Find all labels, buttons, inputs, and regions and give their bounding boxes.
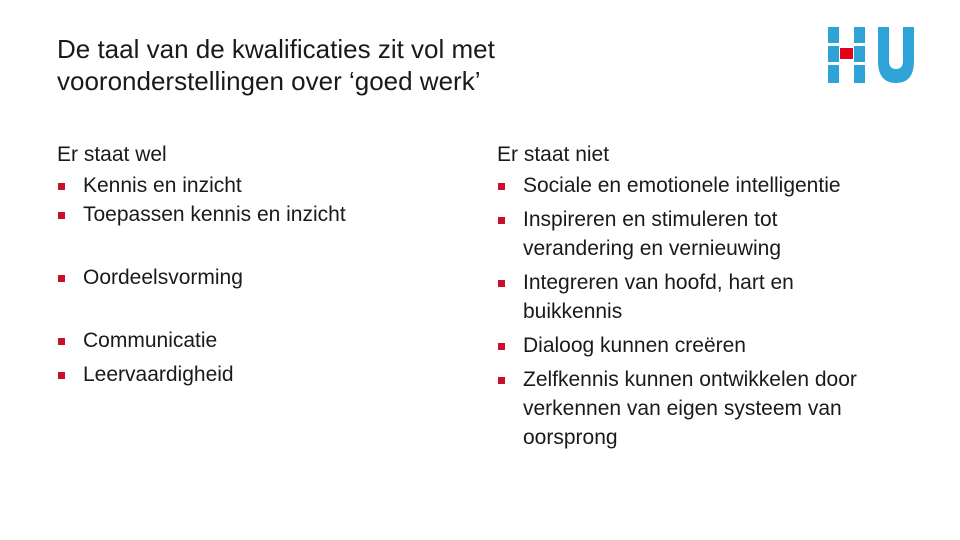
list-item-text: buikkennis xyxy=(523,300,623,323)
bullet-icon xyxy=(58,338,65,345)
list-item xyxy=(497,365,927,452)
list-item-text: Integreren van hoofd, hart en xyxy=(523,271,794,294)
bullet-icon xyxy=(498,377,505,384)
bullet-icon xyxy=(58,212,65,219)
logo-h-right-bot xyxy=(854,65,865,83)
slide-title-line-1: De taal van de kwalificaties zit vol met xyxy=(57,34,495,64)
hu-logo xyxy=(826,25,922,85)
bullet-icon xyxy=(498,217,505,224)
bullet-icon xyxy=(498,280,505,287)
logo-h-crossbar xyxy=(840,48,853,59)
list-item-text: Leervaardigheid xyxy=(83,363,234,386)
list-item-text: Toepassen kennis en inzicht xyxy=(83,203,346,226)
list-item-text: Communicatie xyxy=(83,329,218,352)
list-item xyxy=(497,268,927,326)
list-item xyxy=(57,360,457,389)
list-item xyxy=(57,326,457,355)
left-list xyxy=(57,171,457,389)
left-column xyxy=(57,140,457,389)
list-item xyxy=(497,331,927,360)
list-item-text: Kennis en inzicht xyxy=(83,174,242,197)
bullet-icon xyxy=(498,343,505,350)
list-item xyxy=(497,205,927,263)
logo-h-right-mid xyxy=(854,46,865,62)
logo-h-right-top xyxy=(854,27,865,43)
bullet-icon xyxy=(498,183,505,190)
list-item-text: verandering en vernieuwing xyxy=(523,237,781,260)
list-item xyxy=(57,171,457,200)
slide-title-line-2: vooronderstellingen over ‘goed werk’ xyxy=(57,66,481,96)
bullet-icon xyxy=(58,183,65,190)
logo-h-left-top xyxy=(828,27,839,43)
left-column-heading: Er staat wel xyxy=(57,143,167,166)
slide-title xyxy=(57,33,777,97)
list-item-text: Sociale en emotionele intelligentie xyxy=(523,174,841,197)
list-item xyxy=(497,171,927,200)
list-item-text: Inspireren en stimuleren tot xyxy=(523,208,778,231)
bullet-icon xyxy=(58,275,65,282)
logo-h-left-bot xyxy=(828,65,839,83)
right-column-heading: Er staat niet xyxy=(497,143,610,166)
list-item xyxy=(57,200,457,229)
list-item-text: verkennen van eigen systeem van xyxy=(523,397,842,420)
bullet-icon xyxy=(58,372,65,379)
list-item-text: Oordeelsvorming xyxy=(83,266,243,289)
logo-h-left-mid xyxy=(828,46,839,62)
list-item-text: oorsprong xyxy=(523,426,618,449)
right-column xyxy=(497,140,927,452)
list-item-text: Dialoog kunnen creëren xyxy=(523,334,746,357)
list-item-text: Zelfkennis kunnen ontwikkelen door xyxy=(523,368,857,391)
logo-u xyxy=(878,27,914,83)
list-item xyxy=(57,263,457,292)
right-list xyxy=(497,171,927,452)
